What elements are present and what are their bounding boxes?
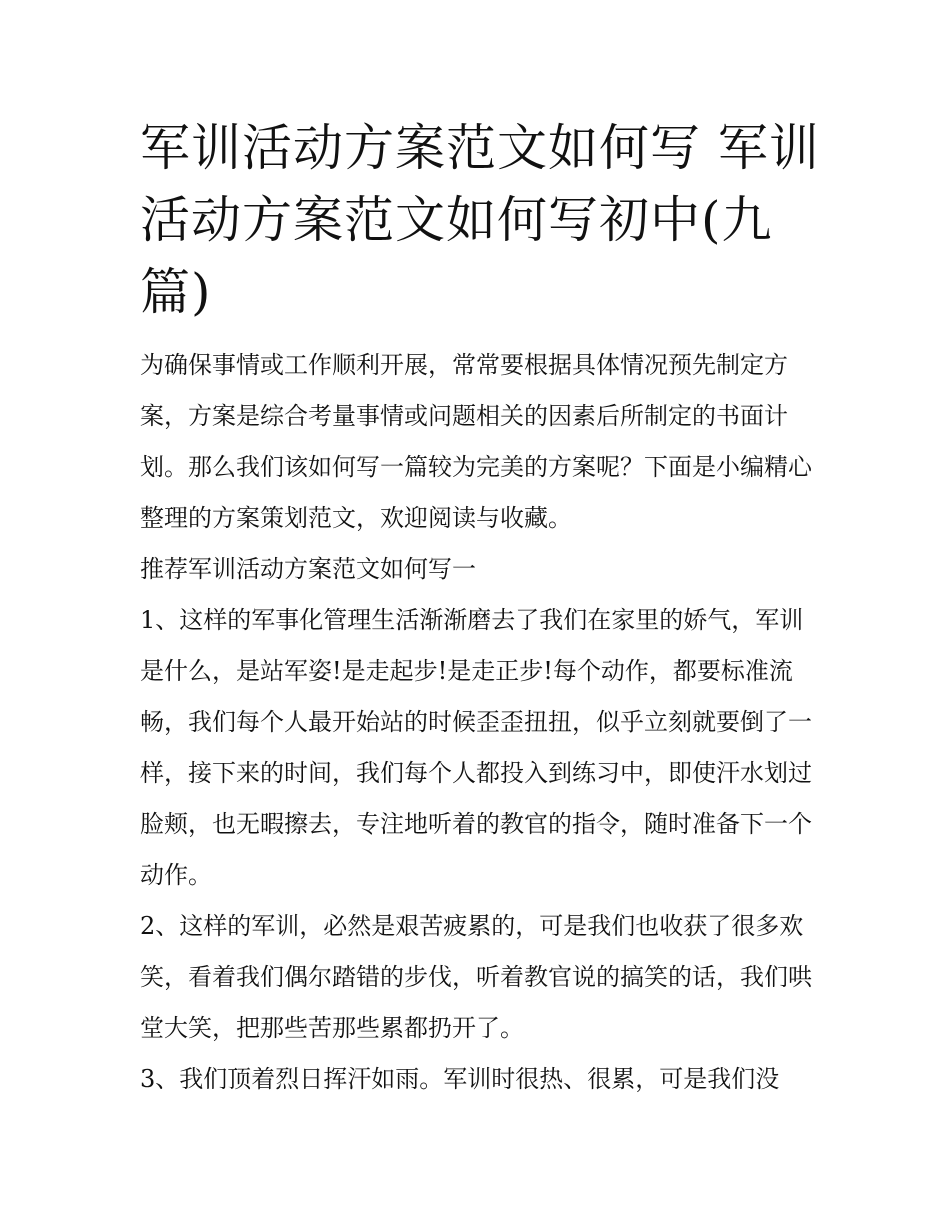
body-paragraph-1: 1、这样的军事化管理生活渐渐磨去了我们在家里的娇气，军训是什么，是站军姿!是走起步!是走正步!每个动作，都要标准流畅，我们每个人最开始站的时候歪歪扭扭，似乎立刻就要倒了一样，接下来的时间，我们每个人都投入到练习中，即使汗水划过脸颊，也无暇擦去，专注地听着的教官的指令，随时准备下一个动作。	[140, 606, 812, 889]
intro-paragraph: 为确保事情或工作顺利开展，常常要根据具体情况预先制定方案，方案是综合考量事情或问题相关的因素后所制定的书面计划。那么我们该如何写一篇较为完美的方案呢？下面是小编精心整理的方案策划范文，欢迎阅读与收藏。	[140, 351, 812, 532]
body-paragraph-2: 2、这样的军训，必然是艰苦疲累的，可是我们也收获了很多欢笑，看着我们偶尔踏错的步伐，听着教官说的搞笑的话，我们哄堂大笑，把那些苦那些累都扔开了。	[140, 912, 812, 1042]
document-page	[140, 112, 820, 1105]
section-heading: 推荐军训活动方案范文如何写一	[140, 555, 476, 583]
document-title: 军训活动方案范文如何写 军训活动方案范文如何写初中(九篇)	[140, 119, 820, 321]
body-paragraph-3: 3、我们顶着烈日挥汗如雨。军训时很热、很累，可是我们没	[140, 1065, 780, 1093]
